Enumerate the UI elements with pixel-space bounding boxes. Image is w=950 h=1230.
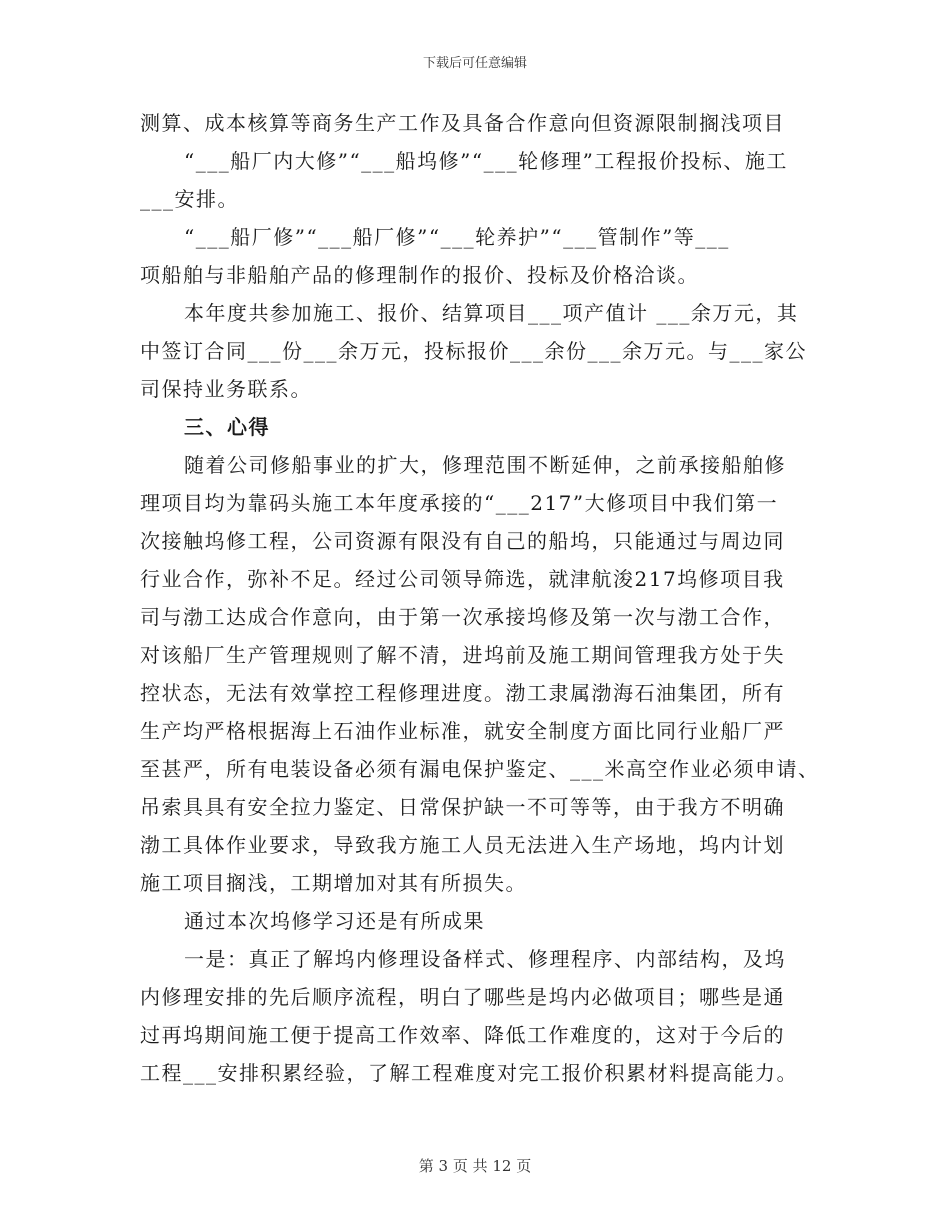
text-line: “___船厂内大修”“___船坞修”“___轮修理”工程报价投标、施工 [184, 149, 788, 173]
document-body [140, 104, 820, 1092]
text-line: 过再坞期间施工便于提高工作效率、降低工作难度的，这对于今后的 [140, 1023, 785, 1047]
text-line: 至甚严，所有电装设备必须有漏电保护鉴定、___米高空作业必须申请、 [140, 757, 820, 781]
text-line: 司与渤工达成合作意向，由于第一次承接坞修及第一次与渤工合作， [140, 605, 785, 629]
text-line: 随着公司修船事业的扩大，修理范围不断延伸，之前承接船舶修 [184, 453, 786, 477]
text-line: 次接触坞修工程，公司资源有限没有自己的船坞，只能通过与周边同 [140, 529, 785, 553]
text-line: 一是：真正了解坞内修理设备样式、修理程序、内部结构，及坞 [184, 947, 786, 971]
page-header: 下载后可任意编辑 [422, 56, 527, 71]
text-line: 司保持业务联系。 [140, 377, 312, 401]
text-line: 中签订合同___份___余万元，投标报价___余份___余万元。与___家公 [140, 339, 807, 363]
text-line: 生产均严格根据海上石油作业标准，就安全制度方面比同行业船厂严 [140, 719, 785, 743]
text-line: 吊索具具有安全拉力鉴定、日常保护缺一不可等等，由于我方不明确 [140, 795, 785, 819]
text-line: 本年度共参加施工、报价、结算项目___项产值计 ___余万元，其 [184, 301, 799, 325]
text-line: 测算、成本核算等商务生产工作及具备合作意向但资源限制搁浅项目 [140, 111, 785, 135]
text-line: 行业合作，弥补不足。经过公司领导筛选，就津航浚217坞修项目我 [140, 567, 785, 591]
text-line: 对该船厂生产管理规则了解不清，进坞前及施工期间管理我方处于失 [140, 643, 785, 667]
text-line: 通过本次坞修学习还是有所成果 [184, 909, 485, 933]
text-line: “___船厂修”“___船厂修”“___轮养护”“___管制作”等___ [184, 225, 730, 249]
text-line: 理项目均为靠码头施工本年度承接的“___217”大修项目中我们第一 [140, 491, 779, 515]
text-line: 内修理安排的先后顺序流程，明白了哪些是坞内必做项目；哪些是通 [140, 985, 785, 1009]
text-line: ___安排。 [140, 187, 239, 211]
text-line: 渤工具体作业要求，导致我方施工人员无法进入生产场地，坞内计划 [140, 833, 785, 857]
text-line: 工程___安排积累经验，了解工程难度对完工报价积累材料提高能力。 [140, 1061, 798, 1085]
page-footer: 第 3 页 共 12 页 [418, 1157, 532, 1175]
section-heading: 三、心得 [184, 415, 270, 439]
text-line: 施工项目搁浅，工期增加对其有所损失。 [140, 871, 527, 895]
text-line: 项船舶与非船舶产品的修理制作的报价、投标及价格洽谈。 [140, 263, 699, 287]
text-line: 控状态，无法有效掌控工程修理进度。渤工隶属渤海石油集团，所有 [140, 681, 785, 705]
